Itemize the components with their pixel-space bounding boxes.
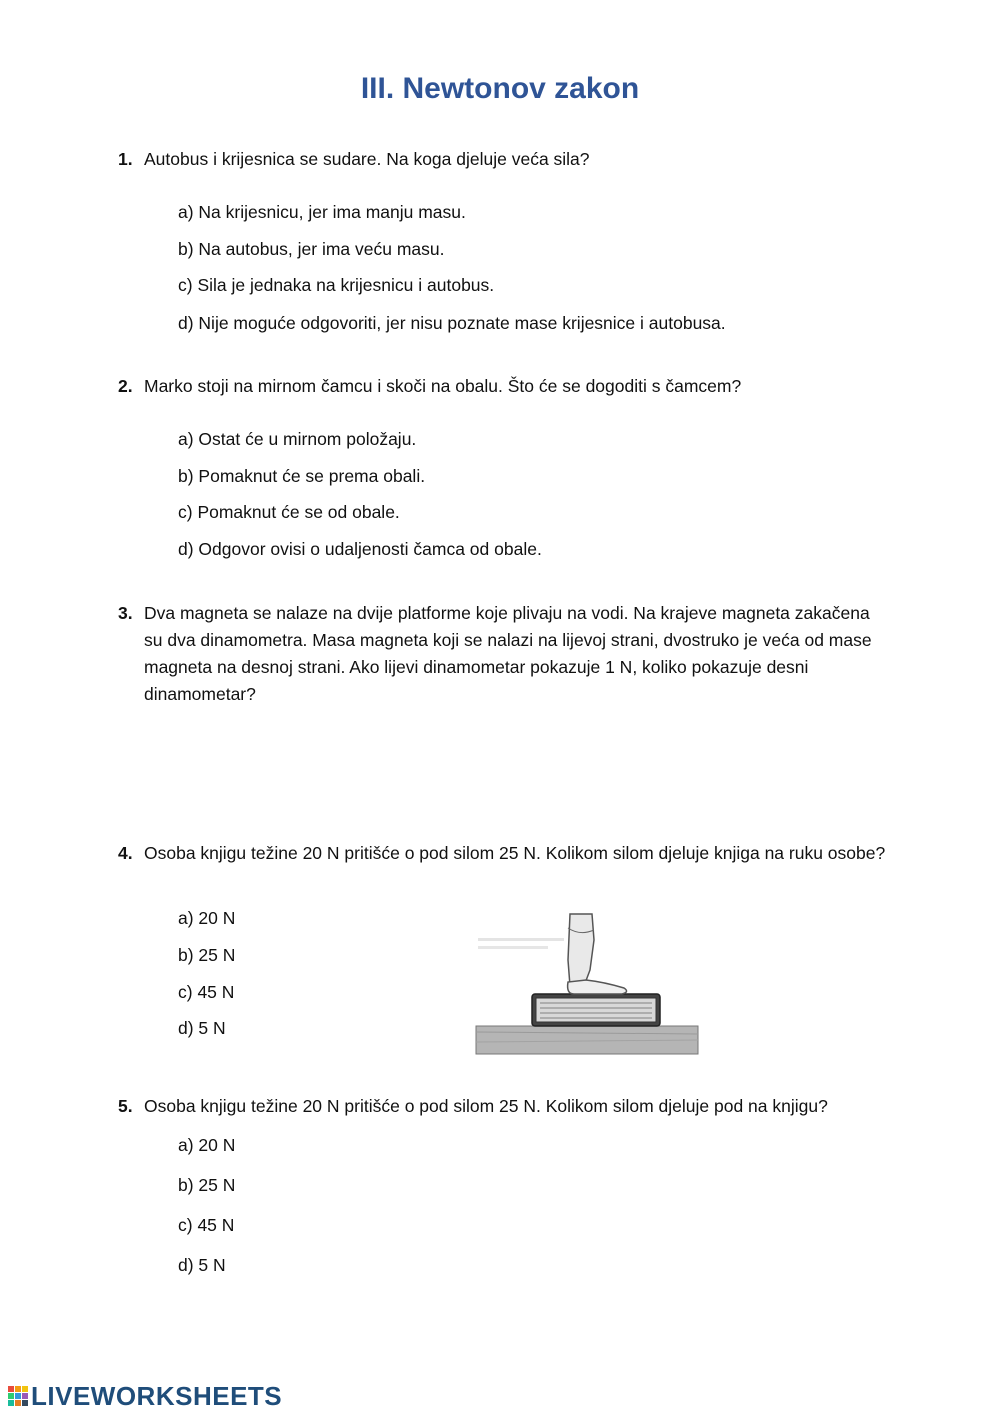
logo-block xyxy=(15,1400,21,1406)
option-1d[interactable]: d) Nije moguće odgovoriti, jer nisu poznate mase krijesnice i autobusa. xyxy=(178,313,726,333)
option-5d[interactable]: d) 5 N xyxy=(178,1255,226,1275)
option-4a[interactable]: a) 20 N xyxy=(178,908,236,928)
question-number: 5. xyxy=(118,1096,133,1116)
option-4d[interactable]: d) 5 N xyxy=(178,1018,226,1038)
question-1 xyxy=(118,146,888,173)
logo-block xyxy=(15,1386,21,1392)
question-3 xyxy=(118,600,888,708)
question-number: 2. xyxy=(118,376,133,396)
logo-block xyxy=(8,1400,14,1406)
question-2 xyxy=(118,373,888,400)
option-5c[interactable]: c) 45 N xyxy=(178,1215,235,1235)
option-2b[interactable]: b) Pomaknut će se prema obali. xyxy=(178,466,426,486)
question-text: Osoba knjigu težine 20 N pritišće o pod silom 25 N. Kolikom silom djeluje knjiga na ruku osobe? xyxy=(144,843,886,863)
question-text: Osoba knjigu težine 20 N pritišće o pod silom 25 N. Kolikom silom djeluje pod na knjigu? xyxy=(144,1096,828,1116)
logo-block xyxy=(15,1393,21,1399)
option-1a[interactable]: a) Na krijesnicu, jer ima manju masu. xyxy=(178,202,466,222)
option-1c[interactable]: c) Sila je jednaka na krijesnicu i autobus. xyxy=(178,275,495,295)
question-number: 1. xyxy=(118,149,133,169)
page-title: III. Newtonov zakon xyxy=(360,72,640,105)
question-number: 3. xyxy=(118,603,133,623)
logo-block xyxy=(22,1400,28,1406)
option-4b[interactable]: b) 25 N xyxy=(178,945,236,965)
question-5 xyxy=(118,1093,888,1120)
question-4 xyxy=(118,840,888,867)
option-5b[interactable]: b) 25 N xyxy=(178,1175,236,1195)
question-text: Dva magneta se nalaze na dvije platforme koje plivaju na vodi. Na krajeve magneta zakačena su dva dinamometra. Masa magneta koji se nalazi na lijevoj strani, dvostruko je veća od mase magneta na desnoj strani. Ako lijevi dinamometar pokazuje 1 N, koliko pokazuje desni dinamometar? xyxy=(144,603,872,704)
logo-block xyxy=(8,1393,14,1399)
question-text: Autobus i krijesnica se sudare. Na koga djeluje veća sila? xyxy=(144,149,590,169)
option-1b[interactable]: b) Na autobus, jer ima veću masu. xyxy=(178,239,445,259)
question-text: Marko stoji na mirnom čamcu i skoči na obalu. Što će se dogoditi s čamcem? xyxy=(144,376,742,396)
option-4c[interactable]: c) 45 N xyxy=(178,982,235,1002)
logo-blocks-icon xyxy=(8,1386,28,1406)
option-5a[interactable]: a) 20 N xyxy=(178,1135,236,1155)
liveworksheets-logo[interactable] xyxy=(8,1380,282,1412)
logo-block xyxy=(22,1393,28,1399)
logo-block xyxy=(8,1386,14,1392)
question-number: 4. xyxy=(118,843,133,863)
logo-block xyxy=(22,1386,28,1392)
option-2d[interactable]: d) Odgovor ovisi o udaljenosti čamca od obale. xyxy=(178,539,542,559)
hand-pressing-book-illustration xyxy=(474,910,700,1056)
logo-text: LIVEWORKSHEETS xyxy=(31,1380,283,1411)
option-2a[interactable]: a) Ostat će u mirnom položaju. xyxy=(178,429,417,449)
option-2c[interactable]: c) Pomaknut će se od obale. xyxy=(178,502,400,522)
